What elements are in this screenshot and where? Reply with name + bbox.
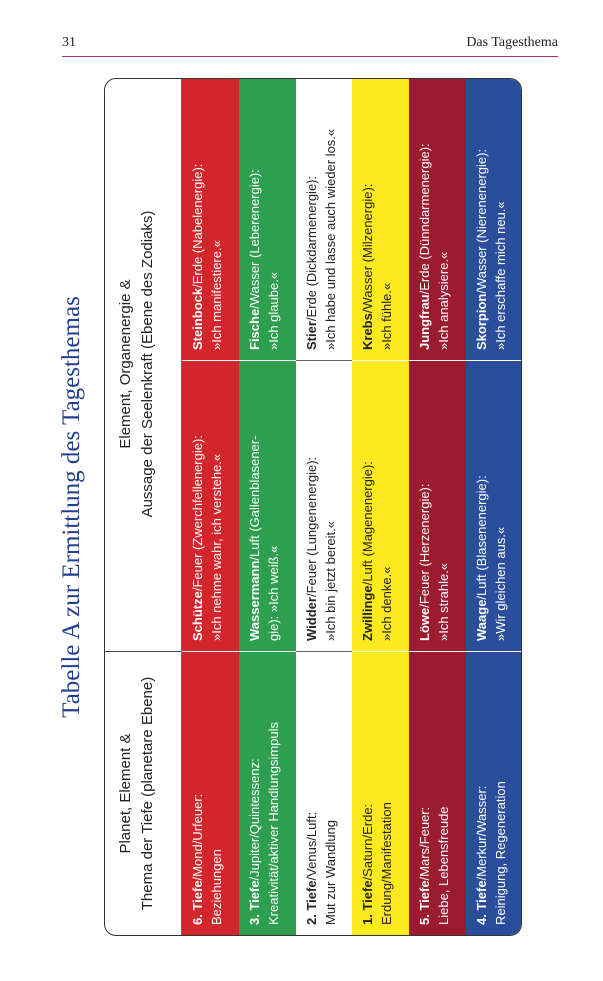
cell-line2: »Ich bin jetzt bereit.« [322, 521, 338, 641]
table-cell-c1 [182, 652, 239, 935]
cell-line2: »Ich glaube.« [265, 271, 281, 350]
cell-line2: Mut zur Wandlung [322, 819, 338, 925]
cell-line1 [415, 662, 434, 925]
cell-bold-term: 5. Tiefe [417, 880, 433, 925]
cell-bold-term: Zwillinge [360, 585, 376, 641]
cell-bold-term: Stier [303, 321, 319, 350]
cell-line1 [415, 371, 434, 641]
cell-line2: »Ich denke.« [379, 566, 395, 641]
cell-bold-term: Skorpion [474, 293, 489, 350]
cell-line1 [358, 87, 377, 350]
cell-description: /Jupiter/Quintessenz: [246, 758, 262, 881]
cell-line1 [472, 662, 491, 925]
page-number: 31 [62, 35, 76, 50]
cell-line1 [415, 87, 434, 350]
cell-line1 [188, 371, 207, 641]
cell-line2: »Wir gleichen aus.« [493, 526, 508, 641]
header-col-planet-line1: Planet, Element & [117, 733, 134, 854]
cell-line2: »Ich erschaffe mich neu.« [493, 201, 508, 350]
cell-line1 [188, 87, 207, 350]
cell-description: /Merkur/Wasser: [474, 785, 489, 881]
cell-description: /Wasser (Milzenergie): [360, 183, 376, 314]
running-head-title: Das Tagesthema [466, 35, 558, 50]
cell-description: /Erde (Dünndarmenergie): [417, 143, 433, 295]
cell-line2: »Ich fühle.« [379, 282, 395, 350]
cell-line1 [245, 87, 264, 350]
cell-description: /Feuer (Herzenergie): [417, 483, 433, 608]
table-row [296, 79, 353, 935]
cell-line1 [245, 662, 264, 925]
cell-bold-term: Fische [246, 308, 262, 350]
cell-bold-term: Waage [474, 599, 489, 641]
cell-line2: »Ich manifestiere.« [209, 240, 224, 350]
cell-line1 [245, 371, 264, 641]
cell-line2: gie): »Ich weiß.« [265, 545, 281, 641]
table-title: Tabelle A zur Ermittlung des Tagesthemas [58, 296, 85, 718]
cell-bold-term: 2. Tiefe [303, 880, 319, 925]
cell-bold-term: Steinbock [190, 287, 205, 350]
table-row [352, 79, 409, 935]
cell-description: /Feuer (Zwerchfellenergie): [190, 435, 205, 592]
cell-line1 [188, 662, 207, 925]
cell-line1 [358, 662, 377, 925]
cell-description: /Saturn/Erde: [360, 803, 376, 881]
cell-description: /Luft (Gallenblasener- [246, 435, 262, 561]
cell-line1 [472, 371, 491, 641]
cell-bold-term: Löwe [417, 607, 433, 641]
cell-description: /Wasser (Leberenergie): [246, 169, 262, 309]
cell-bold-term: Wassermann [246, 560, 262, 641]
cell-description: /Erde (Nabelenergie): [190, 163, 205, 288]
table-cell-c3 [466, 78, 522, 361]
cell-description: /Luft (Magenenergie): [360, 461, 376, 586]
cell-line2: Erdung/Manifestation [379, 802, 395, 925]
header-col-element-line2: Aussage der Seelenkraft (Ebene des Zodiaks) [139, 210, 156, 518]
table-cell-c3 [296, 78, 353, 361]
cell-line1 [358, 371, 377, 641]
table-cell-c2 [466, 361, 522, 652]
cell-bold-term: Jungfrau [417, 294, 433, 350]
cell-bold-term: Krebs [360, 313, 376, 350]
table-cell-c1 [409, 652, 466, 935]
cell-description: /Erde (Dickdarmenergie): [303, 175, 319, 322]
header-col-planet [105, 652, 181, 935]
cell-description: /Mars/Feuer: [417, 806, 433, 881]
table-row [409, 79, 466, 935]
table-cell-c3 [182, 78, 239, 361]
table-cell-c2 [296, 361, 353, 652]
rotated-table-block [52, 78, 522, 936]
cell-description: /Feuer (Lungenenergie): [303, 456, 319, 598]
table-cell-c2 [182, 361, 239, 652]
cell-line2: »Ich habe und lasse auch wieder los.« [322, 128, 338, 350]
cell-bold-term: Widder [303, 597, 319, 641]
cell-description: /Wasser (Nierenenergie): [474, 148, 489, 294]
table-cell-c1 [296, 652, 353, 935]
table-cell-c3 [409, 78, 466, 361]
cell-line2: »Ich nehme wahr, ich verstehe.« [209, 453, 224, 641]
running-header [62, 34, 558, 57]
cell-line2: »Ich analysiere.« [436, 251, 452, 350]
cell-bold-term: Schütze [190, 591, 205, 641]
cell-line2: Beziehungen [209, 849, 224, 925]
table-cell-c2 [352, 361, 409, 652]
table-cell-c2 [409, 361, 466, 652]
cell-line2: Reinigung, Regeneration [493, 781, 508, 925]
cell-line2: Kreativität/aktiver Handlungsimpuls [265, 721, 281, 925]
cell-line2: »Ich strahle.« [436, 562, 452, 641]
table-cell-c3 [239, 78, 296, 361]
table-cell-c3 [352, 78, 409, 361]
zodiac-table [104, 78, 522, 936]
cell-description: /Luft (Blasenenergie): [474, 475, 489, 600]
table-row [466, 79, 522, 935]
cell-bold-term: 6. Tiefe [190, 880, 205, 925]
table-header-row [105, 79, 181, 935]
table-row [239, 79, 296, 935]
table-cell-c1 [466, 652, 522, 935]
table-cell-c1 [352, 652, 409, 935]
table-cell-c1 [239, 652, 296, 935]
cell-description: /Mond/Urfeuer: [190, 793, 205, 881]
cell-line1 [302, 87, 321, 350]
cell-description: /Venus/Luft: [303, 811, 319, 881]
cell-bold-term: 3. Tiefe [246, 880, 262, 925]
cell-line1 [472, 87, 491, 350]
header-col-element [105, 78, 181, 652]
cell-bold-term: 4. Tiefe [474, 880, 489, 925]
cell-line2: Liebe, Lebensfreude [436, 806, 452, 925]
cell-bold-term: 1. Tiefe [360, 880, 376, 925]
cell-line1 [302, 662, 321, 925]
table-row [182, 79, 239, 935]
header-col-planet-line2: Thema der Tiefe (planetare Ebene) [139, 676, 156, 911]
cell-line1 [302, 371, 321, 641]
table-cell-c2 [239, 361, 296, 652]
header-col-element-line1: Element, Organenergie & [117, 279, 134, 449]
